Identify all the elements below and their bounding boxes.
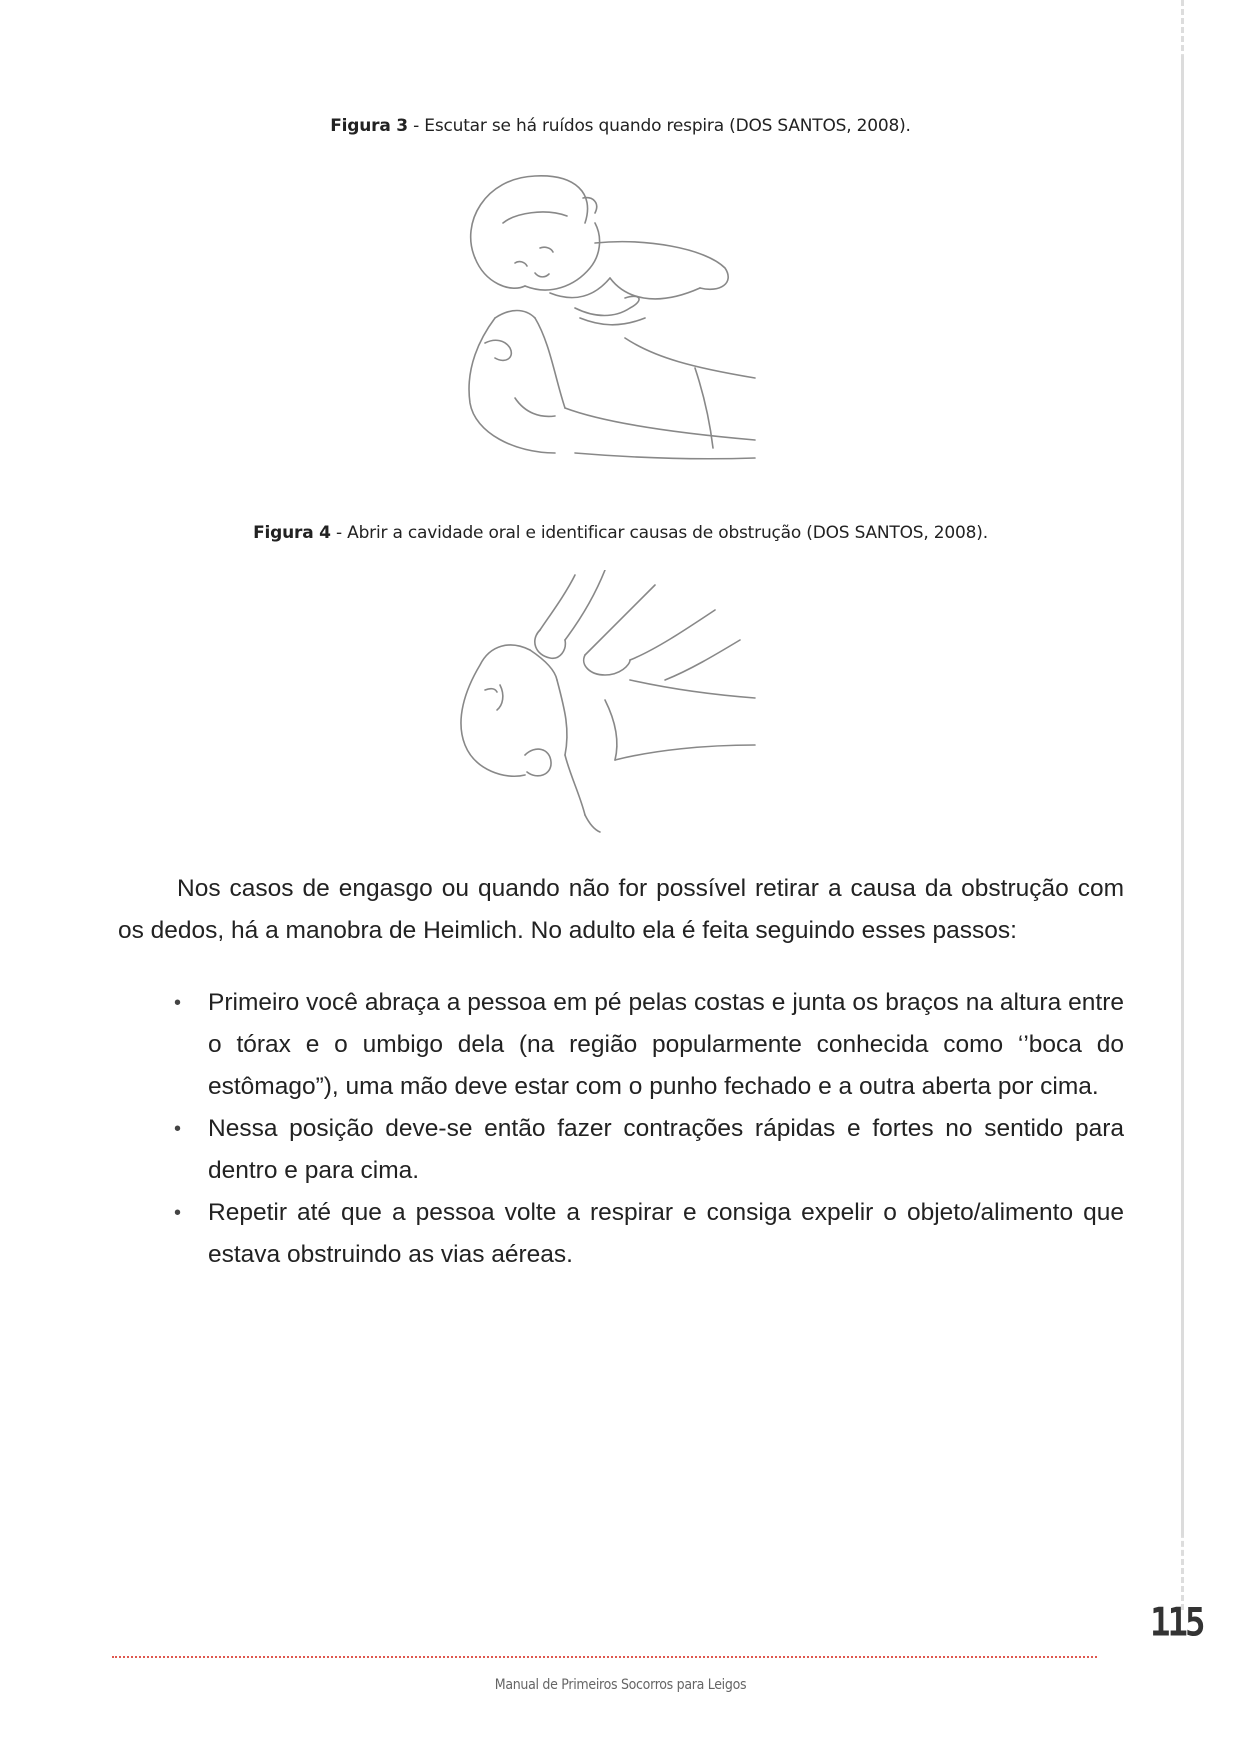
margin-solid-rule: [1181, 56, 1184, 1536]
bullet-icon: •: [174, 1202, 182, 1224]
footer-divider: [112, 1656, 1097, 1658]
victim-head: [469, 318, 555, 453]
victim-head: [461, 645, 530, 776]
figure-4-drawing: [455, 570, 805, 835]
victim-hand: [485, 340, 511, 360]
footer-title: Manual de Primeiros Socorros para Leigos: [494, 1677, 747, 1693]
page-number: 115: [1150, 1600, 1203, 1646]
figure-3-drawing: [455, 168, 785, 468]
step-text: Repetir até que a pessoa volte a respirar e consiga expelir o objeto/alimento que estava obstruindo as vias aéreas.: [208, 1199, 1124, 1268]
step-text: Primeiro você abraça a pessoa em pé pelas costas e junta os braços na altura entre o tórax e o umbigo dela (na região popularmente conhecida como ‘’boca do estômago”), uma mão deve estar com o punho fechado e a outra aberta por cima.: [208, 989, 1124, 1100]
step-text: Nessa posição deve-se então fazer contrações rápidas e fortes no sentido para dentro e para cima.: [208, 1115, 1124, 1184]
figure-4-caption: [0, 523, 1241, 543]
figure-3-illustration-listening-breath: [455, 168, 785, 468]
list-item: [170, 1108, 1124, 1192]
list-item: [170, 982, 1124, 1108]
list-item: [170, 1192, 1124, 1276]
figure-4-caption-text: - Abrir a cavidade oral e identificar causas de obstrução (DOS SANTOS, 2008).: [330, 523, 988, 543]
rescuer-hand-left: [535, 630, 566, 658]
bullet-icon: •: [174, 1118, 182, 1140]
rescuer-hand-right: [584, 655, 630, 675]
figure-4-illustration-opening-mouth: [455, 570, 805, 835]
figure-3-label: Figura 3: [330, 116, 408, 136]
heimlich-steps-list: [170, 982, 1124, 1276]
victim-ear: [525, 749, 551, 776]
figure-3-caption: [0, 116, 1241, 136]
intro-paragraph: Nos casos de engasgo ou quando não for possível retirar a causa da obstrução com os dedos, há a manobra de Heimlich. No adulto ela é feita seguindo esses passos:: [118, 875, 1124, 944]
rescuer-hair: [471, 176, 588, 258]
figure-3-caption-text: - Escutar se há ruídos quando respira (DOS SANTOS, 2008).: [407, 116, 911, 136]
figure-4-label: Figura 4: [253, 523, 331, 543]
bullet-icon: •: [174, 992, 182, 1014]
